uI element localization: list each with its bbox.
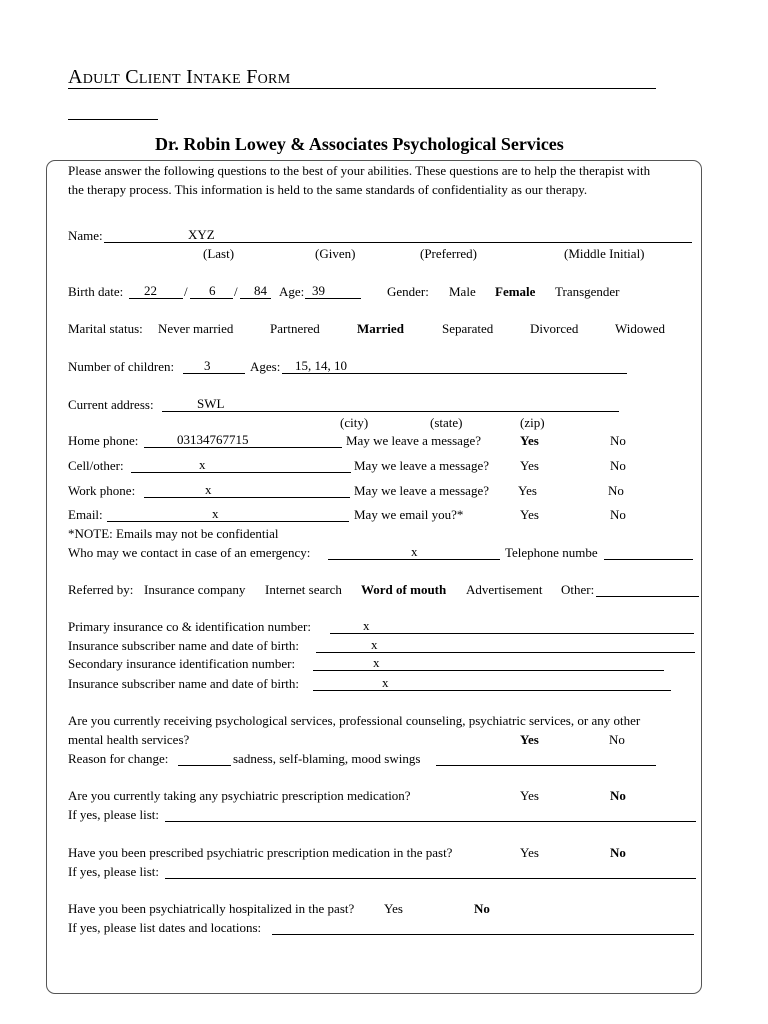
referred-option-advertisement[interactable]: Advertisement <box>466 582 543 597</box>
email-no[interactable]: No <box>610 507 626 522</box>
emergency-phone-label: Telephone numbe <box>505 545 598 560</box>
hospital-yes[interactable]: Yes <box>384 901 403 916</box>
work-phone-field[interactable] <box>144 497 350 498</box>
reason-label: Reason for change: <box>68 751 169 766</box>
intro-line-2: the therapy process. This information is held to the same standards of confidentiality as our therapy. <box>68 182 588 197</box>
medication-yes[interactable]: Yes <box>520 788 539 803</box>
reason-field[interactable] <box>436 765 656 766</box>
marital-option-married[interactable]: Married <box>357 321 404 336</box>
services-no[interactable]: No <box>609 732 625 747</box>
past-medication-list-label: If yes, please list: <box>68 864 159 879</box>
marital-option-separated[interactable]: Separated <box>442 321 494 336</box>
work-phone-yes[interactable]: Yes <box>518 483 537 498</box>
reason-value: sadness, self-blaming, mood swings <box>233 751 421 766</box>
name-sublabel-given: (Given) <box>315 246 356 261</box>
cell-phone-value: x <box>199 457 206 472</box>
home-phone-label: Home phone: <box>68 433 139 448</box>
practice-name: Dr. Robin Lowey & Associates Psychological Services <box>155 134 564 154</box>
gender-label: Gender: <box>387 284 429 299</box>
intro-line-1: Please answer the following questions to the best of your abilities. These questions are to help the therapist with <box>68 163 651 178</box>
gender-option-transgender[interactable]: Transgender <box>555 284 620 299</box>
services-question-line-2: mental health services? <box>68 732 190 747</box>
name-label: Name: <box>68 228 103 243</box>
marital-option-partnered[interactable]: Partnered <box>270 321 320 336</box>
emergency-value: x <box>411 544 418 559</box>
work-phone-value: x <box>205 482 212 497</box>
marital-label: Marital status: <box>68 321 143 336</box>
title-underline-short <box>68 119 158 120</box>
birth-sep-1: / <box>184 284 188 299</box>
birth-day-value: 22 <box>144 283 157 298</box>
work-phone-label: Work phone: <box>68 483 136 498</box>
birth-month-value: 6 <box>209 283 216 298</box>
past-medication-question: Have you been prescribed psychiatric prescription medication in the past? <box>68 845 453 860</box>
work-phone-no[interactable]: No <box>608 483 624 498</box>
hospital-list-field[interactable] <box>272 934 694 935</box>
email-note: *NOTE: Emails may not be confidential <box>68 526 279 541</box>
gender-option-female[interactable]: Female <box>495 284 536 299</box>
children-label: Number of children: <box>68 359 175 374</box>
home-phone-yes[interactable]: Yes <box>520 433 539 448</box>
emergency-phone-field[interactable] <box>604 559 693 560</box>
past-medication-no[interactable]: No <box>610 845 626 860</box>
form-title: Adult Client Intake Form <box>68 66 291 88</box>
cell-phone-field[interactable] <box>131 472 351 473</box>
reason-field-blank[interactable] <box>178 765 231 766</box>
referred-option-insurance[interactable]: Insurance company <box>144 582 246 597</box>
home-phone-value: 03134767715 <box>177 432 249 447</box>
age-label: Age: <box>279 284 305 299</box>
address-label: Current address: <box>68 397 154 412</box>
children-field[interactable] <box>183 373 245 374</box>
referred-label: Referred by: <box>68 582 134 597</box>
services-yes[interactable]: Yes <box>520 732 539 747</box>
insurance-secondary-field[interactable] <box>313 670 664 671</box>
address-sublabel-city: (city) <box>340 415 369 430</box>
insurance-subscriber-1-value: x <box>371 637 378 652</box>
address-sublabel-zip: (zip) <box>520 415 545 430</box>
name-sublabel-middle: (Middle Initial) <box>564 246 645 261</box>
address-sublabel-state: (state) <box>430 415 463 430</box>
insurance-subscriber-1-label: Insurance subscriber name and date of birth: <box>68 638 300 653</box>
marital-option-divorced[interactable]: Divorced <box>530 321 579 336</box>
insurance-primary-field[interactable] <box>330 633 694 634</box>
work-phone-question: May we leave a message? <box>354 483 489 498</box>
services-question-line-1: Are you currently receiving psychological services, professional counseling, psychiatric services, or any other <box>68 713 641 728</box>
referred-option-word-of-mouth[interactable]: Word of mouth <box>361 582 447 597</box>
title-underline <box>68 88 656 89</box>
birth-date-label: Birth date: <box>68 284 124 299</box>
medication-list-field[interactable] <box>165 821 696 822</box>
insurance-secondary-value: x <box>373 655 380 670</box>
hospital-list-label: If yes, please list dates and locations: <box>68 920 262 935</box>
email-value: x <box>212 506 219 521</box>
marital-option-widowed[interactable]: Widowed <box>615 321 666 336</box>
name-value: XYZ <box>188 227 215 242</box>
cell-phone-no[interactable]: No <box>610 458 626 473</box>
insurance-subscriber-2-label: Insurance subscriber name and date of birth: <box>68 676 300 691</box>
name-sublabel-preferred: (Preferred) <box>420 246 478 261</box>
email-field[interactable] <box>107 521 349 522</box>
insurance-subscriber-2-field[interactable] <box>313 690 671 691</box>
name-sublabel-last: (Last) <box>203 246 235 261</box>
hospital-no[interactable]: No <box>474 901 490 916</box>
cell-phone-yes[interactable]: Yes <box>520 458 539 473</box>
referred-other-label: Other: <box>561 582 595 597</box>
home-phone-no[interactable]: No <box>610 433 626 448</box>
cell-phone-question: May we leave a message? <box>354 458 489 473</box>
cell-phone-label: Cell/other: <box>68 458 124 473</box>
address-value: SWL <box>197 396 225 411</box>
medication-question: Are you currently taking any psychiatric prescription medication? <box>68 788 411 803</box>
emergency-label: Who may we contact in case of an emergency: <box>68 545 311 560</box>
hospital-question: Have you been psychiatrically hospitalized in the past? <box>68 901 355 916</box>
children-ages-value: 15, 14, 10 <box>295 358 347 373</box>
birth-year-value: 84 <box>254 283 267 298</box>
past-medication-yes[interactable]: Yes <box>520 845 539 860</box>
home-phone-question: May we leave a message? <box>346 433 481 448</box>
children-value: 3 <box>204 358 211 373</box>
children-ages-label: Ages: <box>250 359 281 374</box>
birth-sep-2: / <box>234 284 238 299</box>
medication-list-label: If yes, please list: <box>68 807 159 822</box>
age-value: 39 <box>312 283 325 298</box>
email-yes[interactable]: Yes <box>520 507 539 522</box>
marital-option-never-married[interactable]: Never married <box>158 321 234 336</box>
past-medication-list-field[interactable] <box>165 878 696 879</box>
insurance-primary-label: Primary insurance co & identification number: <box>68 619 311 634</box>
referred-other-field[interactable] <box>596 596 699 597</box>
email-question: May we email you?* <box>354 507 464 522</box>
referred-option-internet[interactable]: Internet search <box>265 582 342 597</box>
insurance-primary-value: x <box>363 618 370 633</box>
insurance-subscriber-2-value: x <box>382 675 389 690</box>
insurance-secondary-label: Secondary insurance identification number: <box>68 656 296 671</box>
medication-no[interactable]: No <box>610 788 626 803</box>
email-label: Email: <box>68 507 103 522</box>
gender-option-male[interactable]: Male <box>449 284 476 299</box>
address-field[interactable] <box>162 411 619 412</box>
